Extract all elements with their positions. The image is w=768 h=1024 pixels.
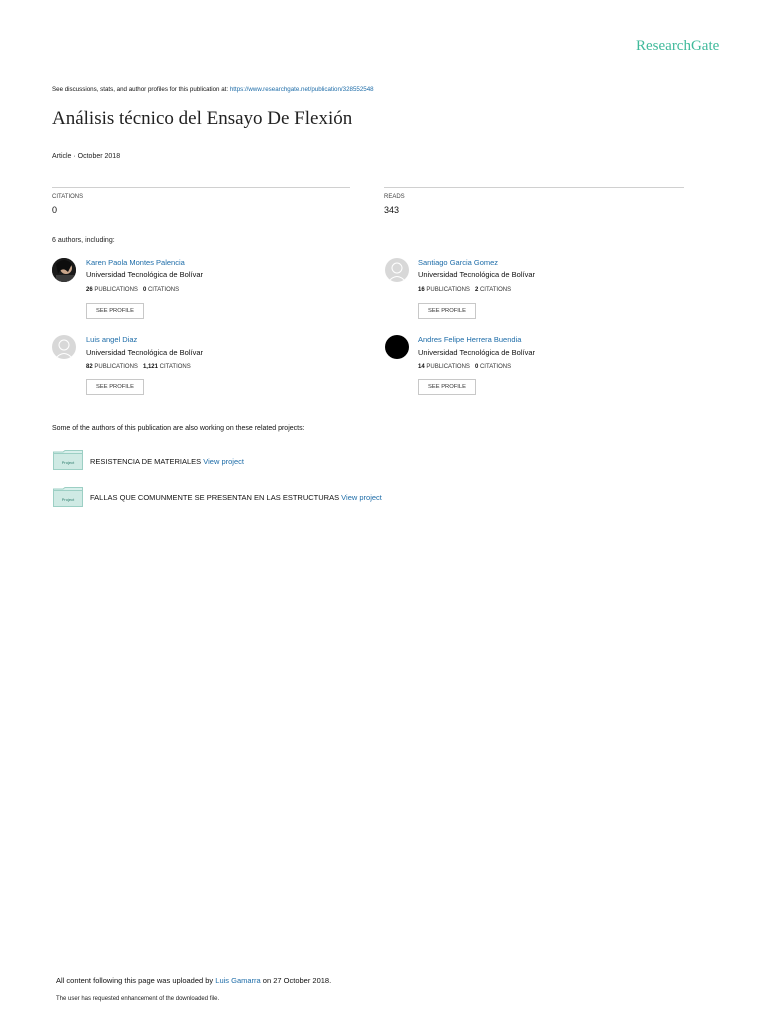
see-profile-button[interactable]: SEE PROFILE [86,303,144,319]
author-avatar[interactable] [52,335,76,359]
citations-count: 0 [474,364,479,370]
author-avatar[interactable] [52,258,76,282]
uploader-link[interactable]: Luis Gamarra [215,976,261,985]
citations-label: CITATIONS [52,194,84,200]
publication-url-link[interactable]: https://www.researchgate.net/publication/328552548 [229,86,374,93]
see-profile-button[interactable]: SEE PROFILE [418,303,476,319]
author-name-link[interactable]: Andres Felipe Herrera Buendia [418,335,522,344]
author-avatar[interactable] [385,258,409,282]
upload-note [56,976,331,985]
publications-count: 26 [86,287,93,293]
folder-icon [53,450,83,470]
researchgate-logo[interactable]: ResearchGate [636,38,720,54]
author-stats [86,364,191,370]
default-user-icon [385,258,409,282]
project-title [90,493,382,502]
author-photo-icon [52,258,76,282]
projects-header: Some of the authors of this publication are also working on these related projects: [52,425,305,432]
publication-title: Análisis técnico del Ensayo De Flexión [52,108,353,129]
publications-label: PUBLICATIONS [426,364,470,370]
citations-label: CITATIONS [479,287,512,293]
author-name-link[interactable]: Luis angel Diaz [86,335,138,344]
see-profile-button[interactable]: SEE PROFILE [418,379,476,395]
citations-value: 0 [52,205,58,215]
folder-icon [53,487,83,507]
project-name: FALLAS QUE COMUNMENTE SE PRESENTAN EN LAS ESTRUCTURAS [90,493,340,502]
folder-label: Project [61,497,75,502]
author-name-link[interactable]: Santiago Garcia Gomez [418,258,499,267]
upload-suffix: on 27 October 2018. [260,976,332,985]
publications-label: PUBLICATIONS [426,287,470,293]
discussion-prefix: See discussions, stats, and author profiles for this publication at: [52,86,230,93]
author-affiliation: Universidad Tecnológica de Bolívar [418,348,536,357]
author-affiliation: Universidad Tecnológica de Bolívar [86,270,204,279]
view-project-link[interactable]: View project [203,457,244,466]
publications-label: PUBLICATIONS [94,287,138,293]
authors-header: 6 authors, including: [52,237,115,244]
citations-label: CITATIONS [147,287,180,293]
see-profile-button[interactable]: SEE PROFILE [86,379,144,395]
reads-divider [384,187,684,188]
author-affiliation: Universidad Tecnológica de Bolívar [418,270,536,279]
folder-label: Project [61,460,75,465]
publications-label: PUBLICATIONS [94,364,138,370]
project-name: RESISTENCIA DE MATERIALES [90,457,202,466]
author-name-link[interactable]: Karen Paola Montes Palencia [86,258,185,267]
author-avatar[interactable] [385,335,409,359]
discussion-line [52,86,374,93]
publication-meta: Article · October 2018 [52,153,121,160]
citations-label: CITATIONS [159,364,191,370]
view-project-link[interactable]: View project [341,493,382,502]
default-user-icon [52,335,76,359]
upload-prefix: All content following this page was uploaded by [56,976,216,985]
citations-count: 1,121 [142,364,158,370]
reads-label: READS [384,194,405,200]
reads-value: 343 [384,205,400,215]
author-stats [86,287,179,293]
author-stats [418,287,511,293]
publications-count: 14 [418,364,425,370]
citations-divider [52,187,350,188]
author-stats [418,364,511,370]
citations-count: 0 [142,287,147,293]
publications-count: 16 [418,287,425,293]
enhancement-note: The user has requested enhancement of the downloaded file. [56,996,220,1002]
author-affiliation: Universidad Tecnológica de Bolívar [86,348,204,357]
publications-count: 82 [86,364,93,370]
citations-label: CITATIONS [479,364,512,370]
citations-count: 2 [474,287,479,293]
project-title [90,457,244,466]
